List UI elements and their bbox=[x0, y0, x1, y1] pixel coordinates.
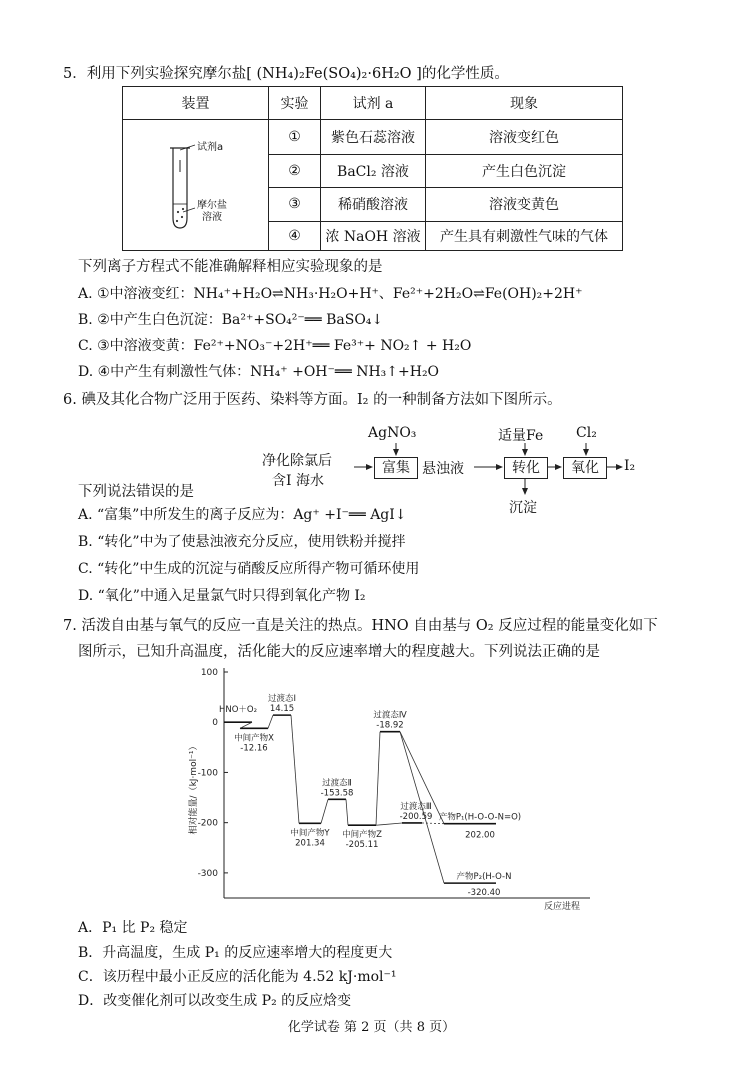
flow-precipitate: 沉淀 bbox=[509, 500, 537, 516]
q5-option-b: B. ②中产生白色沉淀：Ba²⁺+SO₄²⁻══ BaSO₄↓ bbox=[78, 312, 384, 328]
state-label: 过渡态Ⅳ bbox=[373, 710, 407, 721]
state-label: 中间产物X bbox=[234, 733, 274, 744]
table-cell: 溶液变黄色 bbox=[426, 188, 623, 222]
flow-source-line2: 含I 海水 bbox=[272, 473, 324, 489]
table-cell: ④ bbox=[269, 221, 321, 250]
state-value: 201.34 bbox=[295, 838, 325, 849]
q6-option-d: D. “氧化”中通入足量氯气时只得到氧化产物 I₂ bbox=[78, 588, 366, 604]
energy-diagram bbox=[180, 660, 600, 915]
state-label: 过渡态Ⅰ bbox=[267, 694, 297, 705]
mohr-salt-label: 摩尔盐溶液 bbox=[197, 200, 227, 223]
table-cell: ③ bbox=[269, 188, 321, 222]
table-cell: 产生白色沉淀 bbox=[426, 154, 623, 188]
state-label: 过渡态Ⅲ bbox=[400, 801, 432, 812]
state-value: -18.92 bbox=[376, 720, 404, 731]
q6-prompt: 下列说法错误的是 bbox=[78, 484, 194, 500]
flow-reagent-agno3: AgNO₃ bbox=[368, 425, 417, 441]
y-tick-label: -200 bbox=[197, 818, 218, 829]
q7-stem-line2: 图所示，已知升高温度，活化能大的反应速率增大的程度越大。下列说法正确的是 bbox=[78, 644, 600, 660]
table-header: 试剂 a bbox=[321, 87, 426, 120]
state-value: 14.15 bbox=[269, 704, 295, 715]
path-connector bbox=[321, 799, 328, 823]
state-label: 过渡态Ⅱ bbox=[322, 778, 352, 789]
q7-option-d: D．改变催化剂可以改变生成 P₂ 的反应焓变 bbox=[78, 993, 352, 1009]
table-cell: 浓 NaOH 溶液 bbox=[321, 221, 426, 250]
state-value: 202.00 bbox=[465, 830, 495, 841]
page-footer: 化学试卷 第 2 页（共 8 页） bbox=[287, 1020, 456, 1035]
state-label: 产物P₂(H-O-N bbox=[456, 872, 512, 883]
y-tick-label: -300 bbox=[197, 868, 218, 879]
path-connector bbox=[268, 715, 273, 728]
q6-stem: 6. 碘及其化合物广泛用于医药、染料等方面。I₂ 的一种制备方法如下图所示。 bbox=[63, 392, 562, 408]
path-connector bbox=[240, 722, 252, 728]
flow-box-enrich: 富集 bbox=[374, 457, 418, 479]
table-cell: 产生具有刺激性气味的气体 bbox=[426, 221, 623, 250]
q5-option-a: A. ①中溶液变红：NH₄⁺+H₂O⇌NH₃·H₂O+H⁺、Fe²⁺+2H₂O⇌Fe(OH)₂+2H⁺ bbox=[78, 286, 583, 302]
q5-prompt: 下列离子方程式不能准确解释相应实验现象的是 bbox=[78, 259, 383, 275]
flow-reagent-cl2: Cl₂ bbox=[576, 425, 597, 441]
path-connector bbox=[422, 823, 444, 824]
flow-product-i2: I₂ bbox=[624, 458, 636, 474]
flow-box-convert: 转化 bbox=[504, 457, 548, 479]
table-cell: 紫色石蕊溶液 bbox=[321, 120, 426, 155]
flow-arrows bbox=[0, 0, 743, 530]
x-axis-label: 反应进程 bbox=[543, 902, 581, 912]
state-label: 产物P₁(H-O-O-N=O) bbox=[438, 812, 522, 823]
state-value: -205.11 bbox=[345, 840, 379, 851]
q6-option-a: A. “富集”中所发生的离子反应为：Ag⁺ +I⁻══ AgI↓ bbox=[78, 507, 407, 523]
state-label: 中间产物Y bbox=[290, 828, 330, 839]
flow-box-oxidize: 氧化 bbox=[563, 457, 607, 479]
q5-stem: 5．利用下列实验探究摩尔盐[ (NH₄)₂Fe(SO₄)₂·6H₂O ]的化学性质。 bbox=[63, 66, 509, 82]
table-cell: ① bbox=[269, 120, 321, 155]
q5-option-d: D. ④中产生有刺激性气体：NH₄⁺ +OH⁻══ NH₃↑+H₂O bbox=[78, 364, 440, 380]
flow-reagent-fe: 适量Fe bbox=[498, 428, 544, 444]
q7-stem-line1: 7. 活泼自由基与氧气的反应一直是关注的热点。HNO 自由基与 O₂ 反应过程的能量变化如下 bbox=[63, 618, 658, 634]
path-connector bbox=[376, 823, 402, 825]
q6-option-b: B. “转化”中为了使悬浊液充分反应，使用铁粉并搅拌 bbox=[78, 534, 406, 550]
path-connector bbox=[376, 732, 380, 826]
table-header: 实验 bbox=[269, 87, 321, 120]
path-connector bbox=[346, 799, 348, 825]
flow-source-line1: 净化除氯后 bbox=[262, 453, 332, 469]
state-value: -320.40 bbox=[467, 888, 501, 899]
y-tick-label: 0 bbox=[212, 718, 218, 729]
table-header: 装置 bbox=[123, 87, 269, 120]
table-cell: 稀硝酸溶液 bbox=[321, 188, 426, 222]
flow-suspension: 悬浊液 bbox=[422, 461, 464, 477]
state-label: HNO＋O₂ bbox=[218, 705, 258, 716]
q7-option-b: B．升高温度，生成 P₁ 的反应速率增大的程度更大 bbox=[78, 945, 393, 961]
state-value: -153.58 bbox=[320, 788, 354, 799]
q6-option-c: C. “转化”中生成的沉淀与硝酸反应所得产物可循环使用 bbox=[78, 561, 420, 577]
table-header: 现象 bbox=[426, 87, 623, 120]
table-cell: ② bbox=[269, 154, 321, 188]
q7-option-c: C．该历程中最小正反应的活化能为 4.52 kJ·mol⁻¹ bbox=[78, 969, 397, 985]
state-value: -200.59 bbox=[399, 811, 433, 822]
y-tick-label: 100 bbox=[200, 668, 218, 678]
y-axis-label: 相对能量/（kJ·mol⁻¹） bbox=[189, 741, 199, 835]
table-cell: BaCl₂ 溶液 bbox=[321, 154, 426, 188]
table-cell: 溶液变红色 bbox=[426, 120, 623, 155]
state-label: 中间产物Z bbox=[342, 830, 382, 841]
state-value: -12.16 bbox=[240, 743, 268, 754]
y-tick-label: -100 bbox=[197, 768, 218, 779]
path-connector bbox=[291, 715, 299, 823]
reagent-a-label: 试剂a bbox=[197, 142, 224, 153]
q7-option-a: A．P₁ 比 P₂ 稳定 bbox=[78, 920, 188, 936]
q5-option-c: C. ③中溶液变黄：Fe²⁺+NO₃⁻+2H⁺══ Fe³⁺+ NO₂↑ + H₂O bbox=[78, 338, 472, 354]
